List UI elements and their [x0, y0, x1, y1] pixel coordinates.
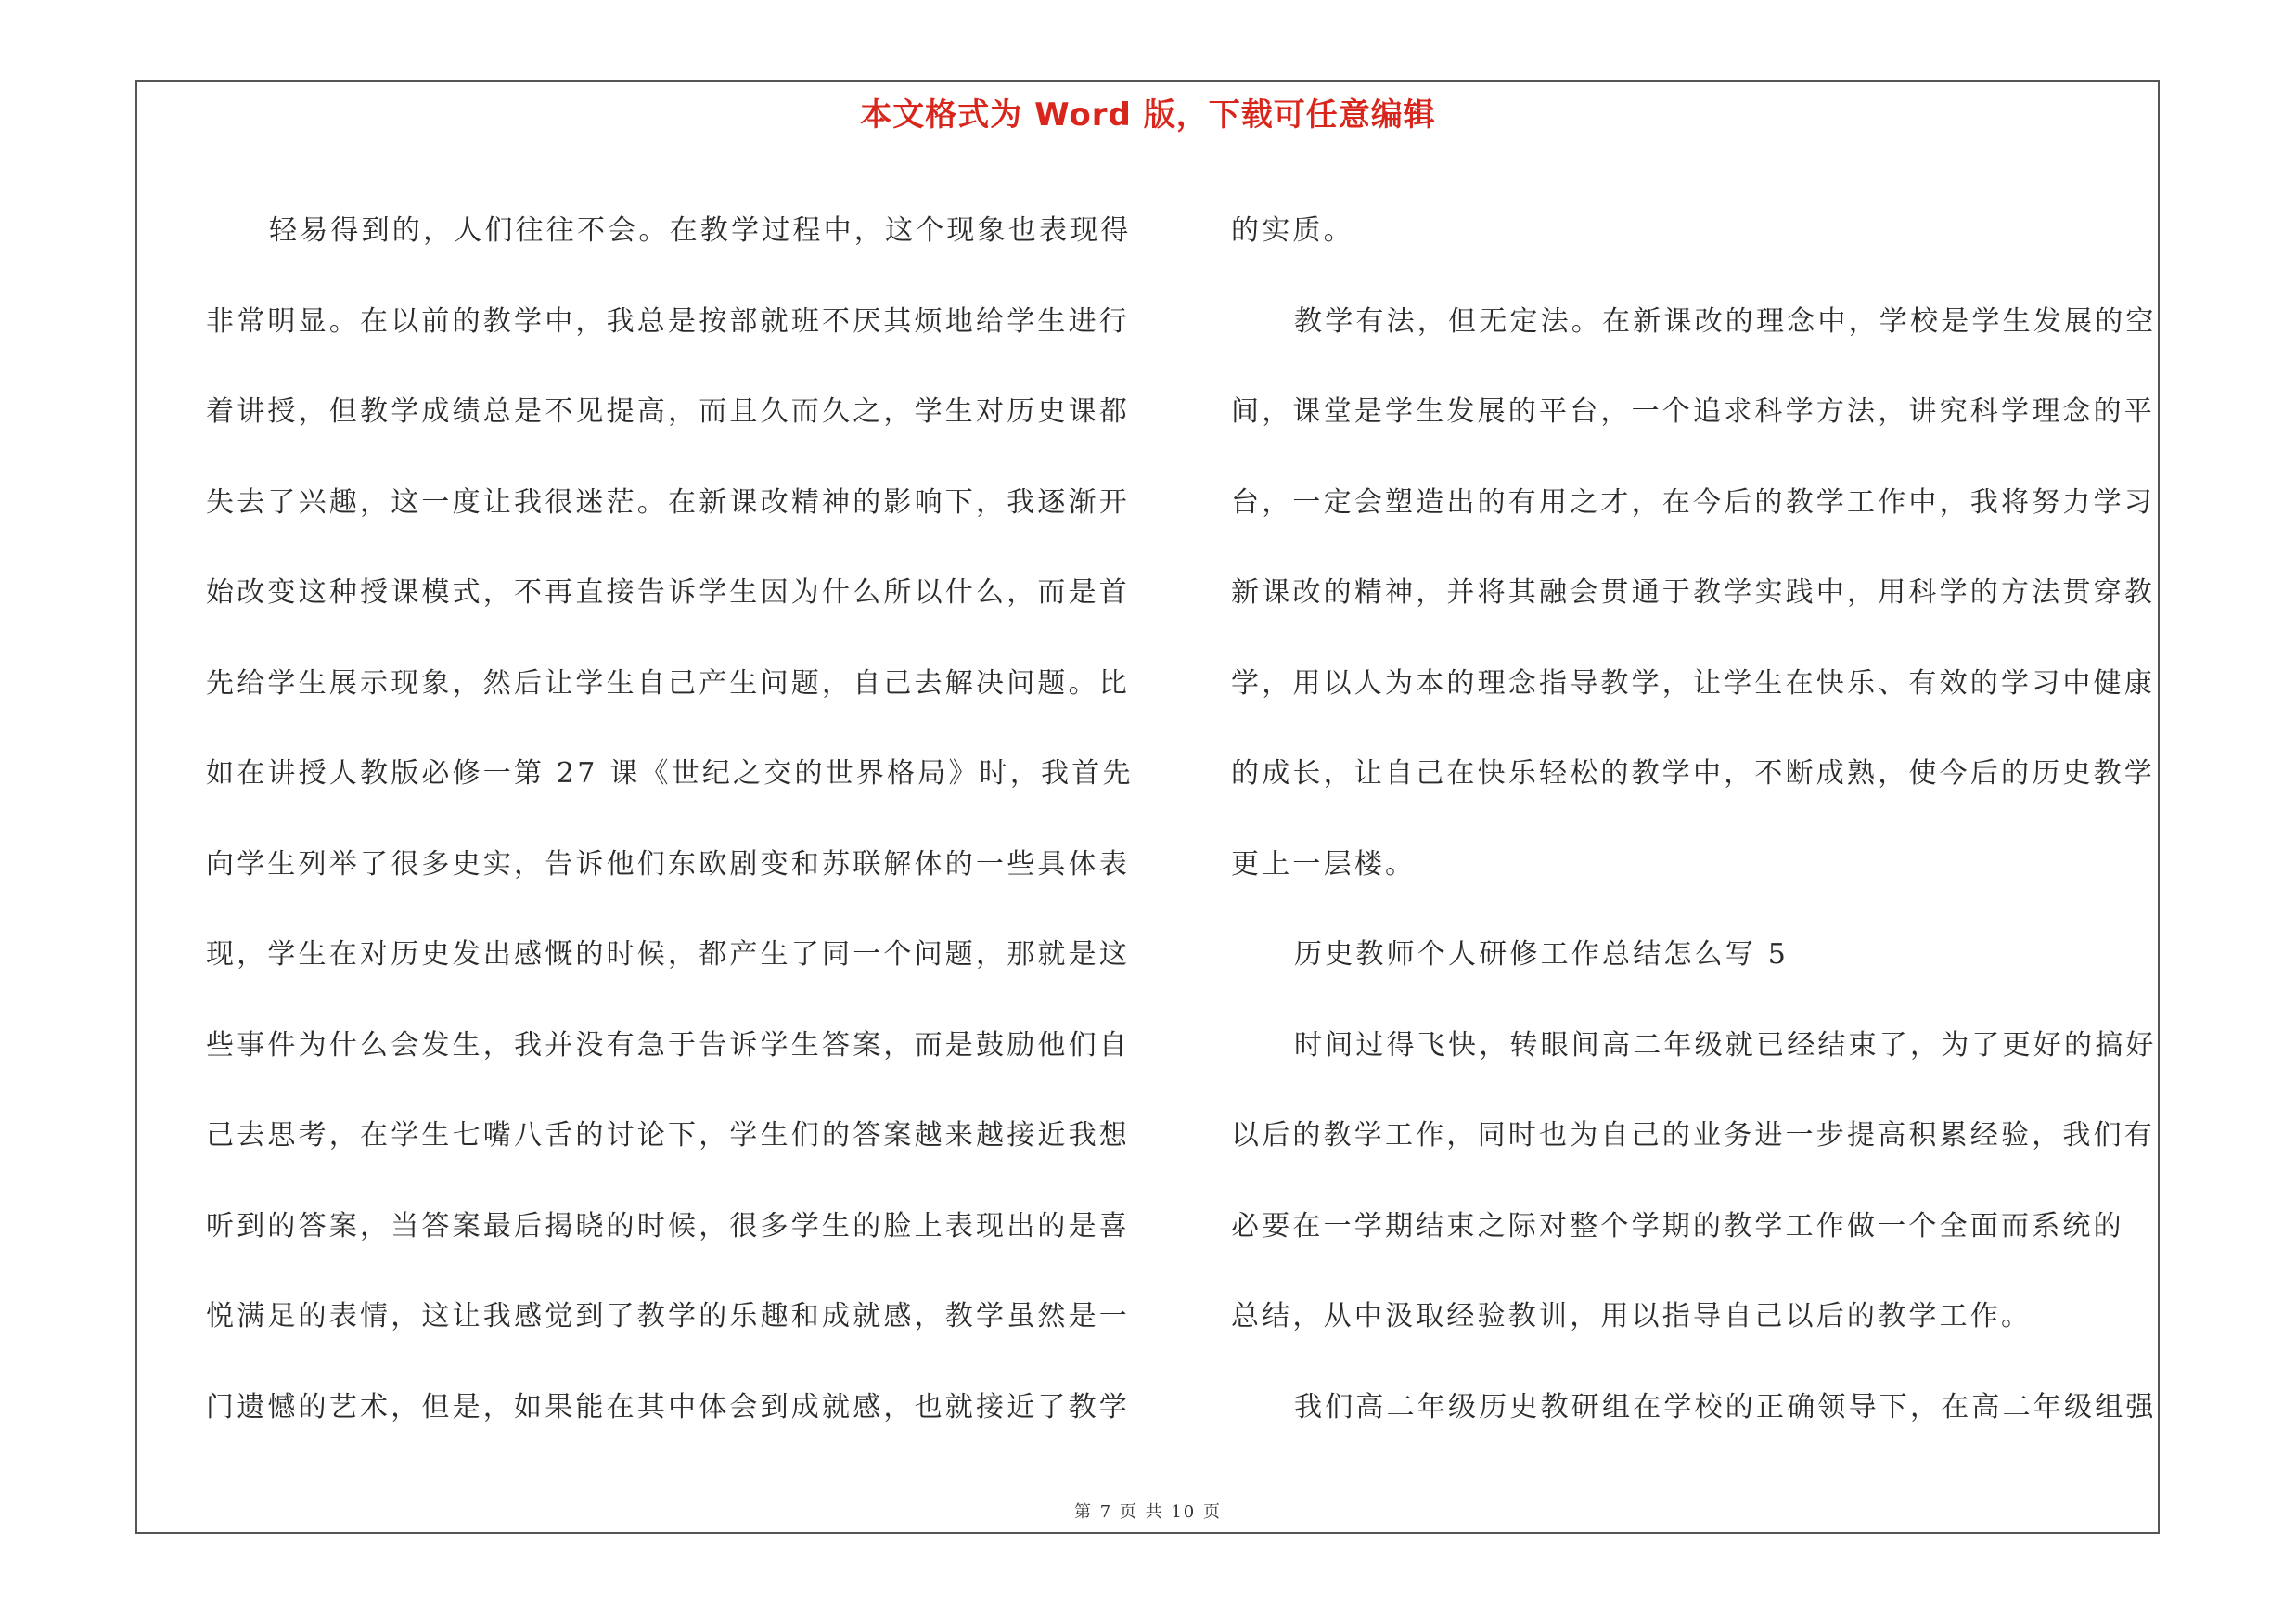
paragraph-line: 总结，从中汲取经验教训，用以指导自己以后的教学工作。 — [1231, 1300, 2033, 1333]
paragraph-line: 时间过得飞快，转眼间高二年级就已经结束了，为了更好的搞好 — [1294, 1028, 2157, 1062]
paragraph-line: 轻易得到的，人们往往不会。在教学过程中，这个现象也表现得 — [269, 214, 1132, 247]
page-number: 第 7 页 共 10 页 — [1074, 1502, 1222, 1522]
paragraph-line: 向学生列举了很多史实，告诉他们东欧剧变和苏联解体的一些具体表 — [206, 847, 1130, 881]
paragraph-line: 始改变这种授课模式，不再直接告诉学生因为什么所以什么，而是首 — [206, 576, 1130, 609]
paragraph-line: 着讲授，但教学成绩总是不见提高，而且久而久之，学生对历史课都 — [206, 395, 1130, 428]
paragraph-line: 失去了兴趣，这一度让我很迷茫。在新课改精神的影响下，我逐渐开 — [206, 485, 1130, 519]
paragraph-line: 听到的答案，当答案最后揭晓的时候，很多学生的脸上表现出的是喜 — [206, 1209, 1130, 1243]
paragraph-line: 台，一定会塑造出的有用之才，在今后的教学工作中，我将努力学习 — [1231, 485, 2155, 519]
paragraph-line: 悦满足的表情，这让我感觉到了教学的乐趣和成就感，教学虽然是一 — [206, 1300, 1130, 1333]
paragraph-line: 现，学生在对历史发出感慨的时候，都产生了同一个问题，那就是这 — [206, 938, 1130, 971]
left-text-column — [206, 186, 1134, 1452]
paragraph-line: 的实质。 — [1231, 214, 1354, 247]
paragraph-line: 新课改的精神，并将其融会贯通于教学实践中，用科学的方法贯穿教 — [1231, 576, 2155, 609]
paragraph-line: 学，用以人为本的理念指导教学，让学生在快乐、有效的学习中健康 — [1231, 666, 2155, 700]
paragraph-line: 如在讲授人教版必修一第 27 课《世纪之交的世界格局》时，我首先 — [206, 757, 1134, 790]
section-heading: 历史教师个人研修工作总结怎么写 5 — [1294, 938, 1789, 971]
paragraph-line: 的成长，让自己在快乐轻松的教学中，不断成熟，使今后的历史教学 — [1231, 757, 2155, 790]
paragraph-line: 门遗憾的艺术，但是，如果能在其中体会到成就感，也就接近了教学 — [206, 1390, 1130, 1423]
format-banner: 本文格式为 Word 版，下载可任意编辑 — [860, 97, 1436, 134]
paragraph-line: 先给学生展示现象，然后让学生自己产生问题，自己去解决问题。比 — [206, 666, 1130, 700]
paragraph-line: 更上一层楼。 — [1231, 847, 1417, 881]
paragraph-line: 教学有法，但无定法。在新课改的理念中，学校是学生发展的空 — [1294, 304, 2157, 338]
paragraph-line: 己去思考，在学生七嘴八舌的讨论下，学生们的答案越来越接近我想 — [206, 1119, 1130, 1152]
paragraph-line: 非常明显。在以前的教学中，我总是按部就班不厌其烦地给学生进行 — [206, 304, 1130, 338]
paragraph-line: 间，课堂是学生发展的平台，一个追求科学方法，讲究科学理念的平 — [1231, 395, 2155, 428]
paragraph-line: 以后的教学工作，同时也为自己的业务进一步提高积累经验，我们有 — [1231, 1119, 2155, 1152]
paragraph-line: 必要在一学期结束之际对整个学期的教学工作做一个全面而系统的 — [1231, 1209, 2124, 1243]
right-text-column — [1231, 186, 2157, 1452]
paragraph-line: 我们高二年级历史教研组在学校的正确领导下，在高二年级组强 — [1294, 1390, 2157, 1423]
paragraph-line: 些事件为什么会发生，我并没有急于告诉学生答案，而是鼓励他们自 — [206, 1028, 1130, 1062]
